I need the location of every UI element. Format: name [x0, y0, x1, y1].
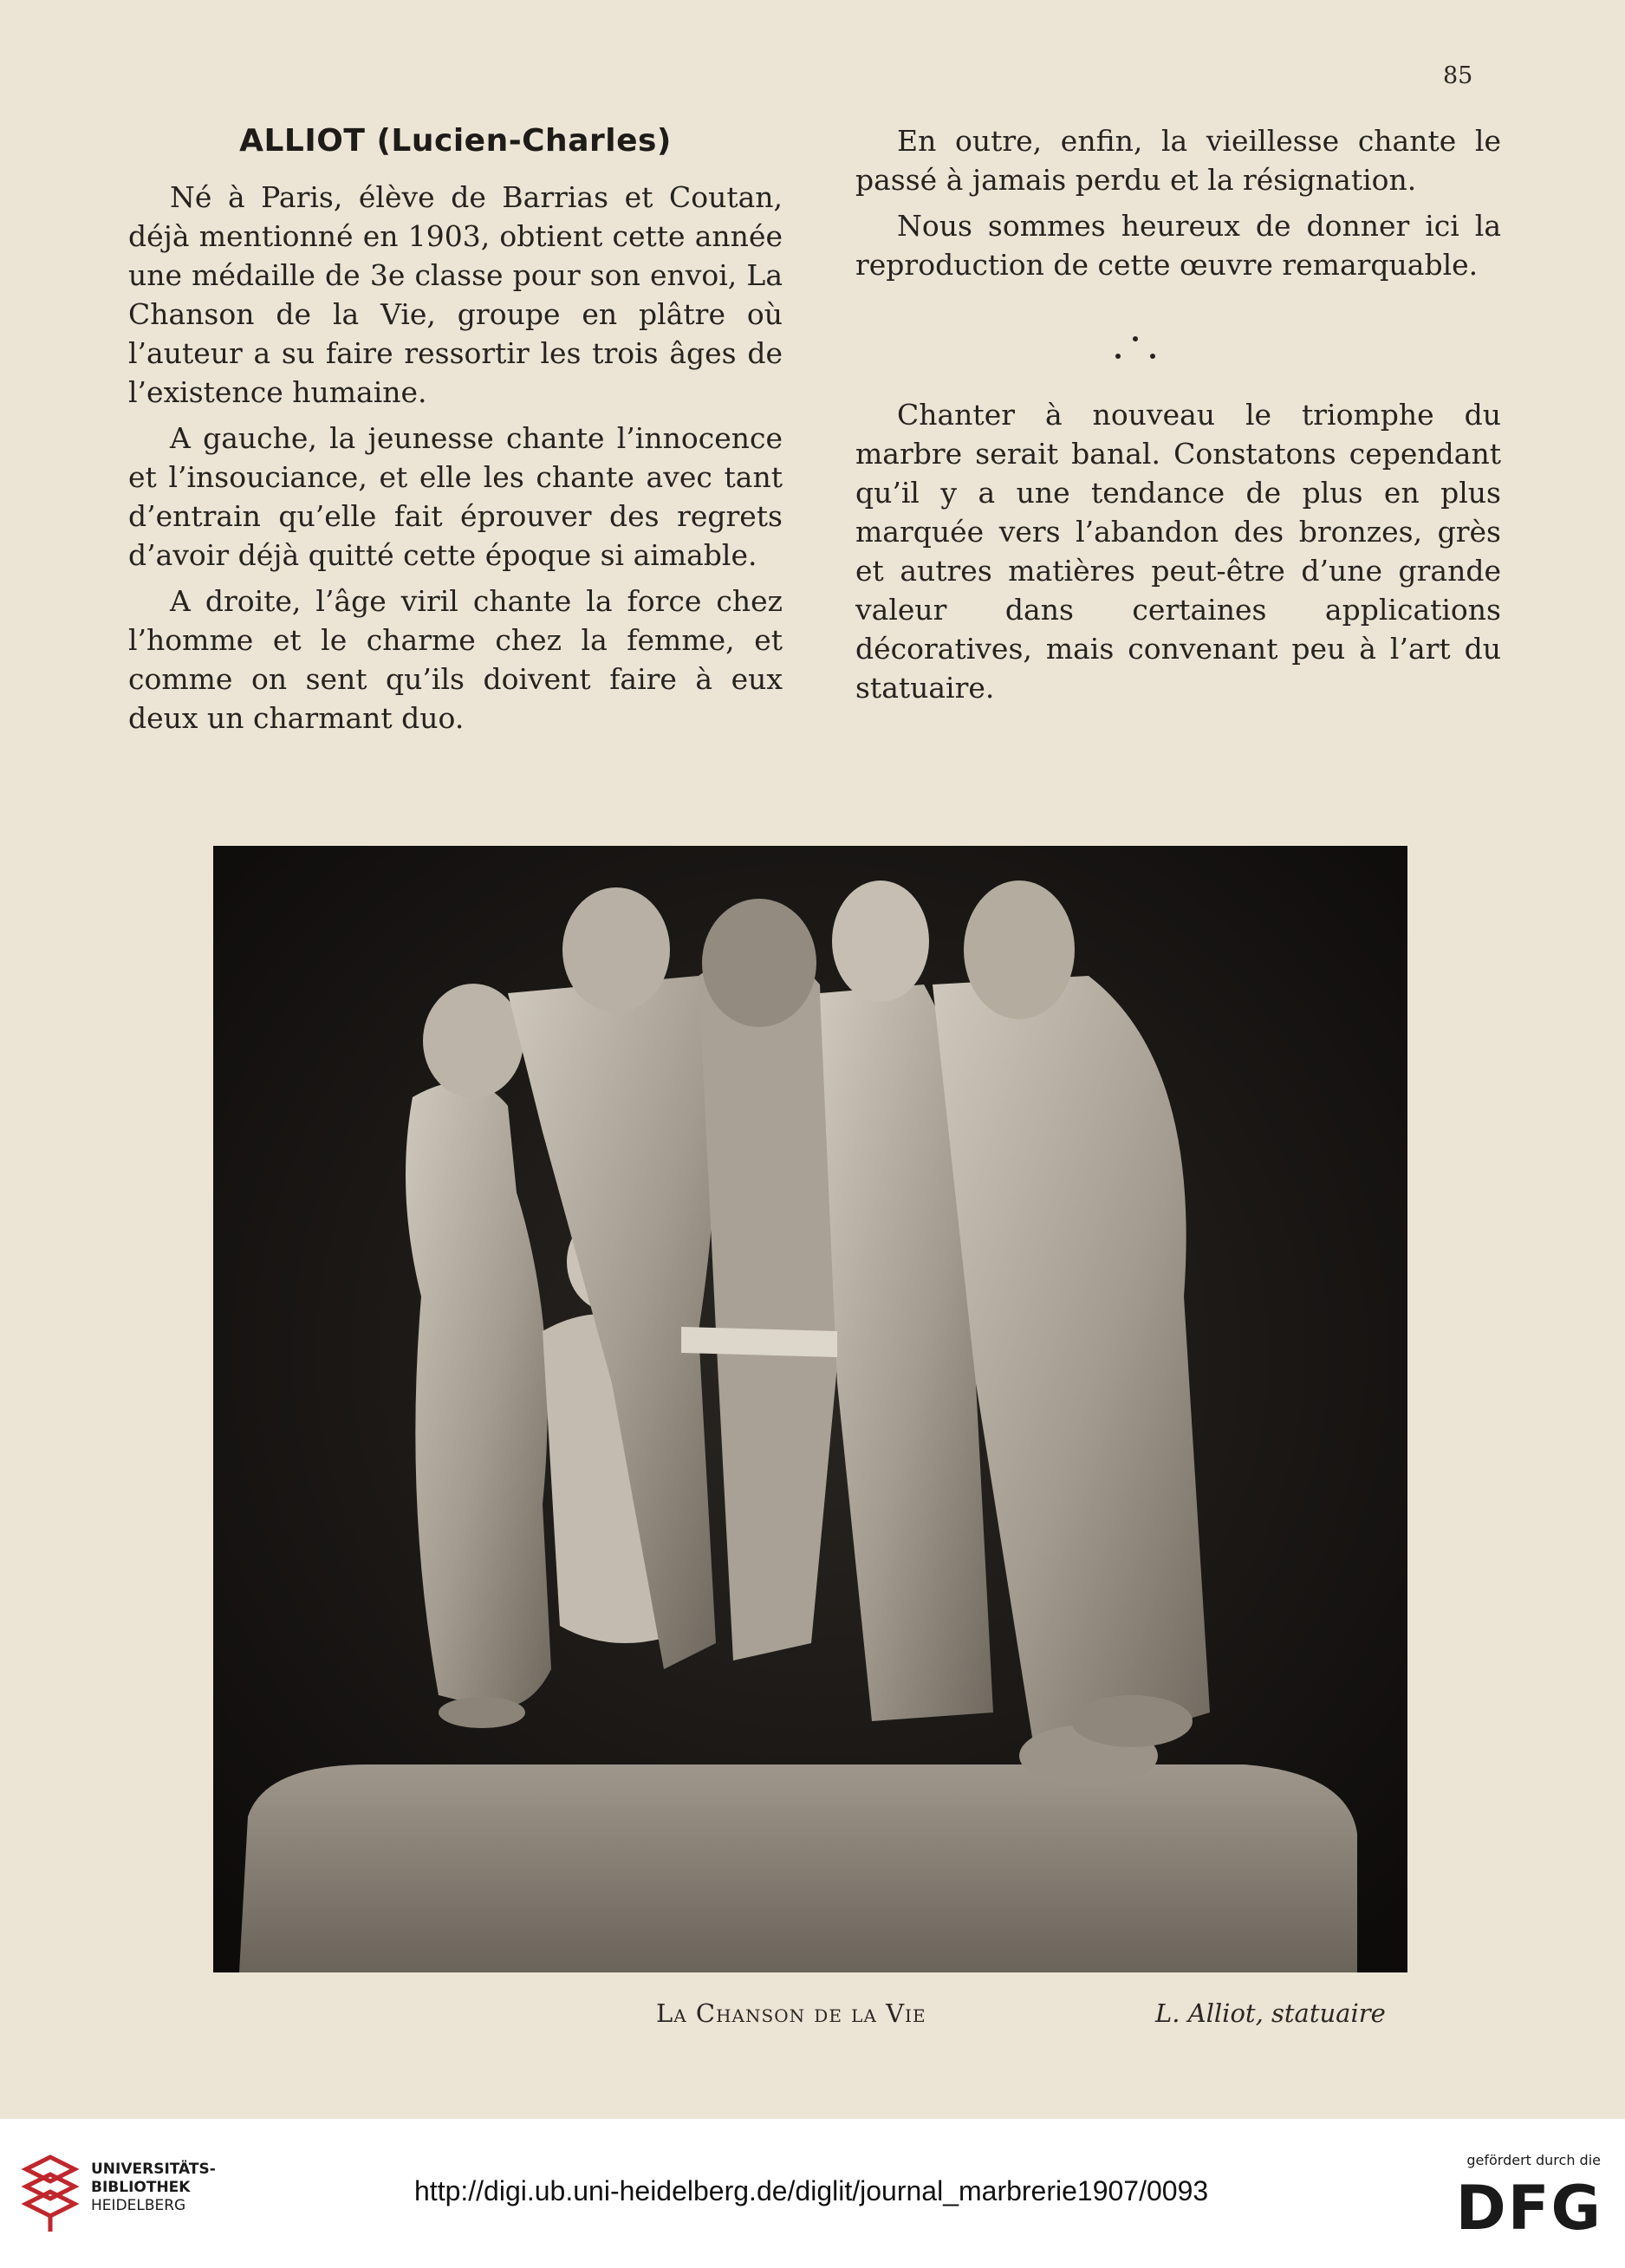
paragraph: Né à Paris, élève de Barrias et Coutan, déjà mentionné en 1903, obtient cette année une médaille de 3e classe pour son envoi, La Chanson de la Vie, groupe en plâtre où l’auteur a su faire ressortir les trois âges de l’existence humaine. — [128, 180, 783, 409]
library-line: UNIVERSITÄTS- — [91, 2161, 216, 2178]
figure-caption-credit: L. Alliot, statuaire — [1155, 1998, 1386, 2028]
paragraph: A droite, l’âge viril chante la force chez l’homme et le charme chez la femme, et comme on sent qu’ils doivent faire à eux deux un charmant duo. — [128, 584, 783, 735]
right-column — [855, 121, 1501, 714]
permalink-url[interactable]: http://digi.ub.uni-heidelberg.de/diglit/journal_marbrerie1907/0093 — [414, 2175, 1209, 2206]
paragraph: A gauche, la jeunesse chante l’innocence et l’insouciance, et elle les chante avec tant d’entrain qu’elle fait éprouver des regrets d’avoir déjà quitté cette époque si aimable. — [128, 421, 783, 572]
dfg-logo[interactable]: DFG — [1455, 2173, 1602, 2244]
page-number: 85 — [1443, 62, 1473, 89]
figure-caption-title: La Chanson de la Vie — [656, 1998, 926, 2028]
library-line: HEIDELBERG — [91, 2197, 186, 2214]
section-separator — [855, 291, 1501, 395]
article-heading: ALLIOT (Lucien-Charles) — [239, 123, 672, 159]
funding-note: gefördert durch die — [1466, 2152, 1601, 2168]
left-column — [128, 121, 783, 744]
library-line: BIBLIOTHEK — [91, 2179, 191, 2196]
university-library-name[interactable] — [91, 2161, 216, 2215]
university-library-logo-icon[interactable] — [19, 2154, 81, 2237]
sculpture-photograph — [213, 846, 1407, 1972]
viewer-footer — [0, 2119, 1625, 2268]
paragraph: Chanter à nouveau le triomphe du marbre serait banal. Constatons cependant qu’il y a une tendance de plus en plus marquée vers l’abandon des bronzes, grès et autres matières peut-être d’une grande valeur dans certaines applications décoratives, mais convenant peu à l’art du statuaire. — [855, 398, 1501, 705]
paragraph: Nous sommes heureux de donner ici la reproduction de cette œuvre remarquable. — [855, 209, 1501, 282]
paragraph: En outre, enfin, la vieillesse chante le passé à jamais perdu et la résignation. — [855, 124, 1501, 197]
